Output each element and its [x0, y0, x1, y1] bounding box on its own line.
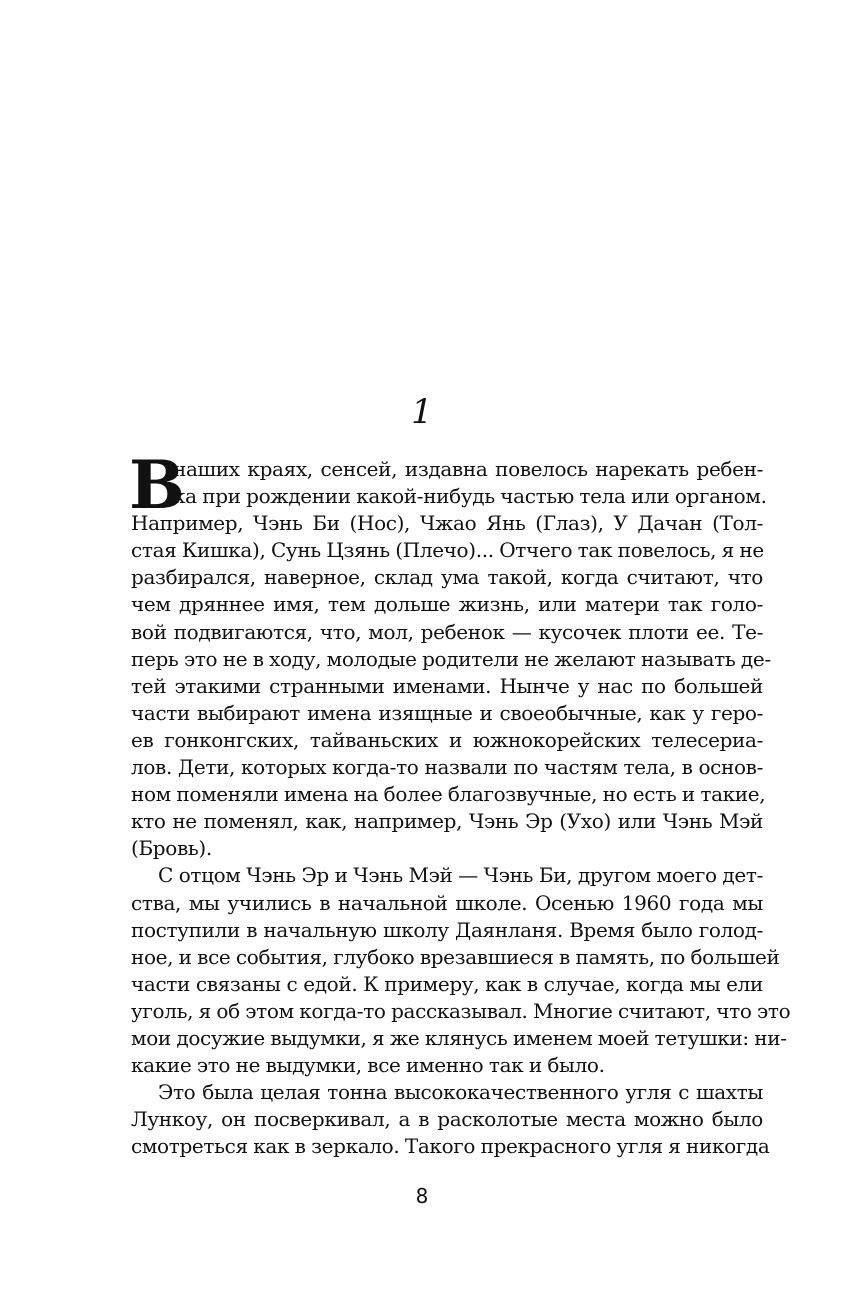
text-line: вой подвигаются, что, мол, ребенок — кусочек плоти ее. Те-	[131, 619, 763, 644]
text-line: разбирался, наверное, склад ума такой, когда считают, что	[131, 565, 763, 590]
page-number: 8	[415, 1184, 429, 1208]
text-line: ном поменяли имена на более благозвучные, но есть и такие,	[131, 782, 766, 807]
text-line: поступили в начальную школу Даянланя. Время было голод-	[131, 917, 763, 942]
text-line: части выбирают имена изящные и своеобычные, как у геро-	[131, 700, 763, 725]
text-line: наших краях, сенсей, издавна повелось нарекать ребен-	[173, 457, 763, 481]
body-text	[129, 446, 791, 1160]
text-line: (Бровь).	[131, 836, 212, 861]
text-line: ка при рождении какой-нибудь частью тела или органом.	[173, 484, 767, 509]
chapter-number: 1	[411, 392, 433, 432]
text-line: ное, и все события, глубоко врезавшиеся в память, по большей	[131, 944, 780, 969]
text-line: какие это не выдумки, все именно так и было.	[131, 1053, 605, 1078]
drop-cap: В	[129, 446, 185, 524]
text-line: стая Кишка), Сунь Цзянь (Плечо)... Отчего так повелось, я не	[131, 538, 764, 563]
text-line: С отцом Чэнь Эр и Чэнь Мэй — Чэнь Би, другом моего дет-	[158, 863, 763, 888]
text-line: лов. Дети, которых когда-то назвали по частям тела, в основ-	[131, 755, 763, 780]
text-line: Лункоу, он посверкивал, а в расколотые места можно было	[131, 1107, 763, 1132]
text-line: ев гонконгских, тайваньских и южнокорейских телесериа-	[131, 727, 763, 752]
text-line: уголь, я об этом когда-то рассказывал. Многие считают, что это	[131, 998, 791, 1023]
text-line: части связаны с едой. К примеру, как в случае, когда мы ели	[131, 971, 763, 996]
text-line: Это была целая тонна высококачественного угля с шахты	[158, 1080, 763, 1105]
text-line: тей этакими странными именами. Нынче у нас по большей	[131, 673, 763, 698]
text-line: перь это не в ходу, молодые родители не желают называть де-	[131, 646, 771, 671]
text-line: мои досужие выдумки, я же клянусь именем моей тетушки: ни-	[131, 1025, 787, 1050]
text-line: чем дряннее имя, тем дольше жизнь, или матери так голо-	[131, 592, 763, 617]
text-line: кто не поменял, как, например, Чэнь Эр (Ухо) или Чэнь Мэй	[131, 809, 763, 834]
text-line: смотреться как в зеркало. Такого прекрасного угля я никогда	[131, 1134, 770, 1159]
text-line: ства, мы учились в начальной школе. Осенью 1960 года мы	[131, 890, 763, 915]
text-line: Например, Чэнь Би (Нос), Чжао Янь (Глаз), У Дачан (Тол-	[131, 511, 763, 536]
